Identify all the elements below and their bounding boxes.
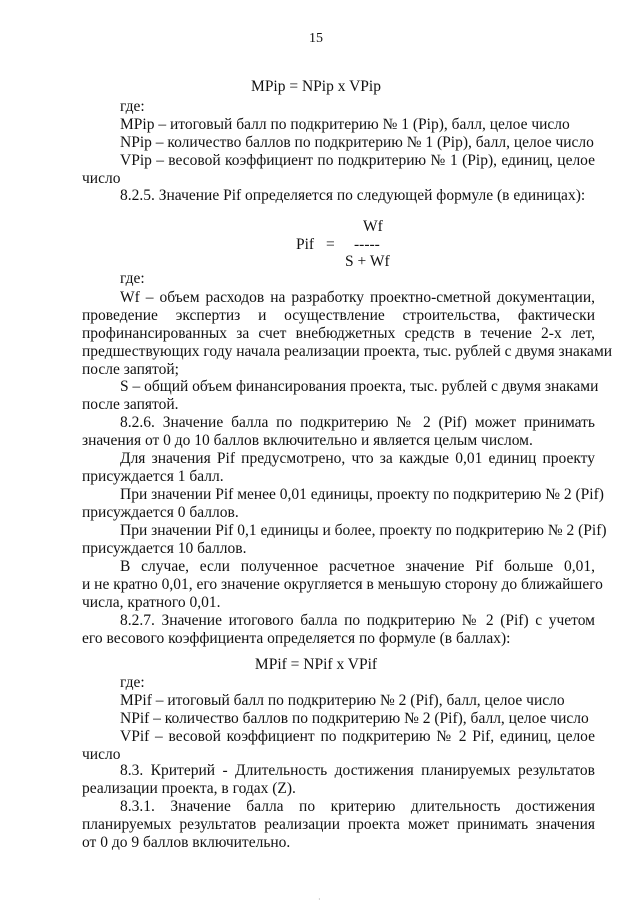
paragraph-round-line-1: В случае, если полученное расчетное значение Pif больше 0,01, — [120, 558, 595, 575]
paragraph-8-3-1-line-3: от 0 до 9 баллов включительно. — [82, 834, 291, 851]
definition-mpip: MPip – итоговый балл по подкритерию № 1 (Pip), балл, целое число — [120, 116, 570, 133]
paragraph-more-line-1: При значении Pif 0,1 единицы и более, проекту по подкритерию № 2 (Pif) — [120, 522, 607, 539]
paragraph-less-line-2: присуждается 0 баллов. — [82, 504, 239, 521]
paragraph-8-3-line-2: реализации проекта, в годах (Z). — [82, 780, 296, 797]
definition-vpip-cont: число — [82, 170, 121, 187]
definition-vpif: VPif – весовой коэффициент по подкритерию № 2 Pif, единиц, целое — [120, 728, 595, 745]
paragraph-8-2-6-line-2: значения от 0 до 10 баллов включительно и является целым числом. — [82, 432, 533, 449]
paragraph-step-line-2: присуждается 1 балл. — [82, 468, 224, 485]
page-number: 15 — [309, 31, 323, 46]
formula-mpif: MPif = NPif x VPif — [254, 656, 378, 673]
paragraph-8-2-6-line-1: 8.2.6. Значение балла по подкритерию № 2 (Pif) может принимать — [120, 414, 595, 431]
paragraph-8-3-1-line-2: планируемых результатов реализации проекта может принимать значения — [82, 816, 595, 833]
definition-vpip: VPip – весовой коэффициент по подкритерию № 1 (Pip), единиц, целое — [120, 152, 595, 169]
bottom-mark: · — [318, 895, 321, 904]
definition-wf-line-1: Wf – объем расходов на разработку проектно-сметной документации, — [120, 289, 595, 306]
where-label-1: где: — [120, 98, 145, 115]
paragraph-round-line-3: числа, кратного 0,01. — [82, 594, 221, 611]
paragraph-8-2-7-line-1: 8.2.7. Значение итогового балла по подкритерию № 2 (Pif) с учетом — [120, 612, 595, 629]
formula-pif-equals: = — [326, 236, 335, 253]
definition-wf-line-4: предшествующих году начала реализации проекта, тыс. рублей с двумя знаками — [82, 343, 613, 360]
paragraph-8-2-7-line-2: его весового коэффициента определяется по формуле (в баллах): — [82, 630, 511, 647]
formula-pif-denominator: S + Wf — [345, 253, 390, 270]
formula-pif-bar: ----- — [354, 236, 380, 253]
where-label-2: где: — [120, 270, 145, 287]
formula-pif-lhs: Pif — [296, 236, 315, 253]
paragraph-less-line-1: При значении Pif менее 0,01 единицы, проекту по подкритерию № 2 (Pif) — [120, 486, 604, 503]
formula-mpip: MPip = NPip x VPip — [251, 78, 381, 95]
paragraph-more-line-2: присуждается 10 баллов. — [82, 540, 247, 557]
definition-mpif: MPif – итоговый балл по подкритерию № 2 (Pif), балл, целое число — [120, 692, 565, 709]
definition-wf-line-2: проведение экспертиз и осуществление строительства, фактически — [82, 307, 595, 324]
paragraph-8-3-line-1: 8.3. Критерий - Длительность достижения планируемых результатов — [120, 762, 595, 779]
definition-wf-line-3: профинансированных за счет внебюджетных средств в течение 2-х лет, — [82, 325, 595, 342]
where-label-3: где: — [120, 674, 145, 691]
paragraph-step-line-1: Для значения Pif предусмотрено, что за каждые 0,01 единиц проекту — [120, 450, 595, 467]
paragraph-8-2-5: 8.2.5. Значение Pif определяется по следующей формуле (в единицах): — [120, 187, 586, 204]
definition-npif: NPif – количество баллов по подкритерию № 2 (Pif), балл, целое число — [120, 710, 589, 727]
definition-s-line-2: после запятой. — [82, 396, 179, 413]
paragraph-round-line-2: и не кратно 0,01, его значение округляется в меньшую сторону до ближайшего — [82, 576, 603, 593]
definition-s-line-1: S – общий объем финансирования проекта, тыс. рублей с двумя знаками — [120, 378, 599, 395]
formula-pif-numerator: Wf — [363, 218, 383, 235]
definition-npip: NPip – количество баллов по подкритерию № 1 (Pip), балл, целое число — [120, 134, 594, 151]
definition-wf-line-5: после запятой; — [82, 361, 179, 378]
definition-vpif-cont: число — [82, 746, 121, 763]
paragraph-8-3-1-line-1: 8.3.1. Значение балла по критерию длительность достижения — [120, 798, 595, 815]
